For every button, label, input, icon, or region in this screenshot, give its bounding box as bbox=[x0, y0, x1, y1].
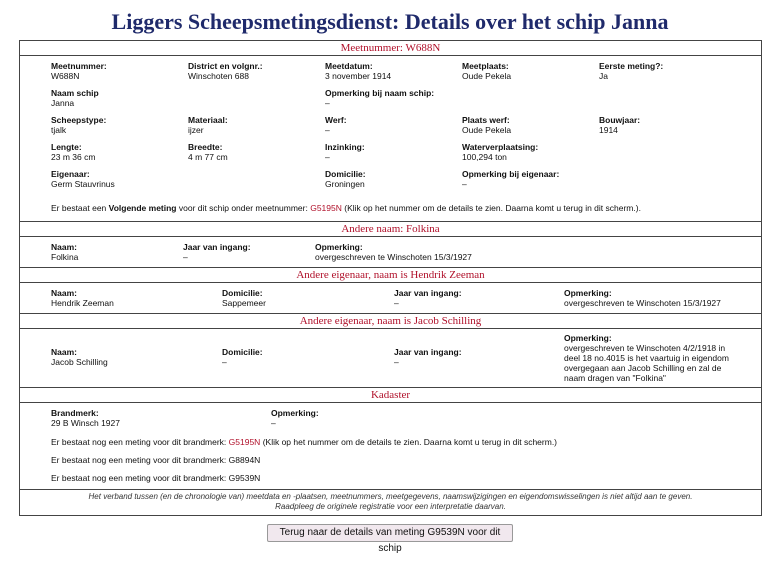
meting-number: G8894N bbox=[228, 455, 261, 465]
domicilie-label: Domicilie: bbox=[222, 347, 263, 357]
field-label: Opmerking bij eigenaar: bbox=[462, 169, 560, 179]
meting-field bbox=[599, 61, 663, 81]
jaar-label: Jaar van ingang: bbox=[394, 347, 462, 357]
disclaimer bbox=[20, 489, 761, 515]
field-value: – bbox=[462, 179, 467, 189]
field-value: Winschoten 688 bbox=[188, 71, 249, 81]
note-text: Er bestaat nog een meting voor dit brandmerk: bbox=[51, 473, 229, 483]
opmerking-value: overgeschreven te Winschoten 15/3/1927 bbox=[564, 298, 721, 308]
naam-label: Naam: bbox=[51, 347, 77, 357]
field-label: Naam schip bbox=[51, 88, 99, 98]
field-label: Materiaal: bbox=[188, 115, 228, 125]
naam-value: Folkina bbox=[51, 252, 79, 262]
brandmerk-label: Brandmerk: bbox=[51, 408, 99, 418]
kadaster-section bbox=[20, 403, 761, 489]
field-value: Oude Pekela bbox=[462, 71, 512, 81]
meting-field bbox=[51, 142, 95, 162]
section-header-kadaster: Kadaster bbox=[20, 387, 761, 403]
opmerking-line: naam dragen van "Folkina" bbox=[564, 373, 666, 383]
meting-link-g5195n[interactable]: G5195N bbox=[228, 437, 261, 447]
meting-field bbox=[325, 88, 434, 108]
eigenaar-zeeman-section bbox=[20, 283, 761, 313]
naam-label: Naam: bbox=[51, 242, 77, 252]
meting-brandmerk-note bbox=[51, 437, 557, 447]
opmerking-label: Opmerking: bbox=[271, 408, 319, 418]
field-label: Scheepstype: bbox=[51, 115, 107, 125]
opmerking-value: – bbox=[271, 418, 276, 428]
meting-field bbox=[51, 88, 99, 108]
opmerking-label: Opmerking: bbox=[564, 333, 612, 343]
meting-number: G9539N bbox=[228, 473, 261, 483]
section-header-andere-naam: Andere naam: Folkina bbox=[20, 221, 761, 237]
field-value: – bbox=[325, 98, 330, 108]
field-label: Eerste meting?: bbox=[599, 61, 664, 71]
volgende-meting-note bbox=[51, 203, 641, 213]
meting-field bbox=[51, 115, 106, 135]
domicilie-value: – bbox=[222, 357, 227, 367]
field-label: Eigenaar: bbox=[51, 169, 90, 179]
eigenaar-schilling-section bbox=[20, 329, 761, 387]
meting-brandmerk-note bbox=[51, 473, 260, 483]
field-value: 4 m 77 cm bbox=[188, 152, 228, 162]
meting-field bbox=[51, 61, 107, 81]
brandmerk-value: 29 B Winsch 1927 bbox=[51, 418, 120, 428]
opmerking-line: overgeschreven te Winschoten 4/2/1918 in bbox=[564, 343, 726, 353]
details-table bbox=[19, 40, 762, 516]
meting-field bbox=[462, 115, 511, 135]
meting-field bbox=[599, 115, 640, 135]
note-text: (Klik op het nummer om de details te zien. Daarna komt u terug in dit scherm.). bbox=[341, 203, 641, 213]
section-header-eigenaar-zeeman: Andere eigenaar, naam is Hendrik Zeeman bbox=[20, 267, 761, 283]
field-label: Werf: bbox=[325, 115, 347, 125]
meting-field bbox=[462, 61, 511, 81]
field-label: Waterverplaatsing: bbox=[462, 142, 539, 152]
field-value: – bbox=[325, 125, 330, 135]
field-label: Plaats werf: bbox=[462, 115, 510, 125]
field-label: Bouwjaar: bbox=[599, 115, 641, 125]
meting-brandmerk-note bbox=[51, 455, 260, 465]
domicilie-value: Sappemeer bbox=[222, 298, 266, 308]
naam-value: Jacob Schilling bbox=[51, 357, 108, 367]
field-value: Groningen bbox=[325, 179, 365, 189]
field-value: Germ Stauvrinus bbox=[51, 179, 115, 189]
meting-field bbox=[462, 142, 538, 162]
field-value: Oude Pekela bbox=[462, 125, 512, 135]
section-header-eigenaar-schilling: Andere eigenaar, naam is Jacob Schilling bbox=[20, 313, 761, 329]
meting-field bbox=[188, 61, 263, 81]
page-title: Liggers Scheepsmetingsdienst: Details over het schip Janna bbox=[111, 9, 669, 34]
opmerking-label: Opmerking: bbox=[564, 288, 612, 298]
meting-field bbox=[188, 142, 228, 162]
field-value: 23 m 36 cm bbox=[51, 152, 96, 162]
field-value: Janna bbox=[51, 98, 75, 108]
note-text: (Klik op het nummer om de details te zien. Daarna komt u terug in dit scherm.) bbox=[260, 437, 558, 447]
field-label: District en volgnr.: bbox=[188, 61, 263, 71]
field-label: Meetplaats: bbox=[462, 61, 509, 71]
meting-field bbox=[325, 142, 365, 162]
jaar-label: Jaar van ingang: bbox=[394, 288, 462, 298]
field-label: Inzinking: bbox=[325, 142, 365, 152]
meting-field bbox=[325, 169, 366, 189]
disclaimer-line: Het verband tussen (en de chronologie van) meetdata en -plaatsen, meetnummers, meetgegevens, naamswijzigingen en eigendomswisselingen is niet altijd aan te geven. bbox=[88, 492, 693, 501]
field-value: 100,294 ton bbox=[462, 152, 507, 162]
note-bold: Volgende meting bbox=[108, 203, 177, 213]
opmerking-value: overgeschreven te Winschoten 15/3/1927 bbox=[315, 252, 472, 262]
note-text: Er bestaat nog een meting voor dit brandmerk: bbox=[51, 437, 229, 447]
back-to-meting-button[interactable]: Terug naar de details van meting G9539N voor dit schip bbox=[267, 524, 513, 542]
field-label: Breedte: bbox=[188, 142, 223, 152]
naam-label: Naam: bbox=[51, 288, 77, 298]
jaar-value: – bbox=[183, 252, 188, 262]
field-label: Meetnummer: bbox=[51, 61, 107, 71]
jaar-value: – bbox=[394, 357, 399, 367]
andere-naam-section bbox=[20, 237, 761, 267]
field-value: tjalk bbox=[51, 125, 67, 135]
meting-section bbox=[20, 56, 761, 221]
field-value: – bbox=[325, 152, 330, 162]
disclaimer-line: Raadpleeg de originele registratie voor een interpretatie daarvan. bbox=[275, 502, 506, 511]
jaar-label: Jaar van ingang: bbox=[183, 242, 251, 252]
jaar-value: – bbox=[394, 298, 399, 308]
field-label: Opmerking bij naam schip: bbox=[325, 88, 435, 98]
field-value: W688N bbox=[51, 71, 80, 81]
section-header-meetnummer: Meetnummer: W688N bbox=[20, 41, 761, 56]
field-value: 3 november 1914 bbox=[325, 71, 392, 81]
meting-field bbox=[325, 61, 391, 81]
opmerking-line: overgegaan aan Jacob Schilling en zal de bbox=[564, 363, 722, 373]
field-label: Domicilie: bbox=[325, 169, 366, 179]
meting-field bbox=[188, 115, 228, 135]
opmerking-line: deel 18 no.4015 is het vaartuig in eigendom bbox=[564, 353, 729, 363]
field-label: Meetdatum: bbox=[325, 61, 373, 71]
field-value: 1914 bbox=[599, 125, 618, 135]
field-label: Lengte: bbox=[51, 142, 82, 152]
opmerking-label: Opmerking: bbox=[315, 242, 363, 252]
domicilie-label: Domicilie: bbox=[222, 288, 263, 298]
meting-field bbox=[51, 169, 115, 189]
naam-value: Hendrik Zeeman bbox=[51, 298, 114, 308]
note-text: Er bestaat nog een meting voor dit brandmerk: bbox=[51, 455, 229, 465]
note-text: voor dit schip onder meetnummer: bbox=[176, 203, 311, 213]
note-text: Er bestaat een bbox=[51, 203, 109, 213]
field-value: Ja bbox=[599, 71, 608, 81]
field-value: ijzer bbox=[188, 125, 204, 135]
meting-field bbox=[325, 115, 347, 135]
volgende-meting-link[interactable]: G5195N bbox=[310, 203, 342, 213]
meting-field bbox=[462, 169, 559, 189]
